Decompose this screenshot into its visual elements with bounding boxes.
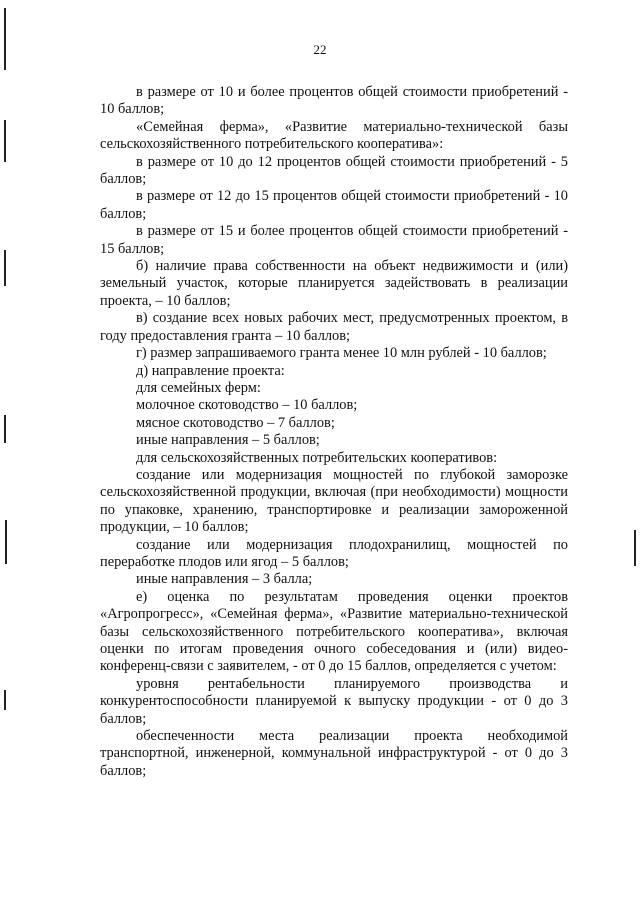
paragraph: в размере от 10 до 12 процентов общей стоимости приобретений - 5 баллов; bbox=[100, 153, 568, 188]
paragraph: «Семейная ферма», «Развитие материально-технической базы сельскохозяйственного потребительского кооператива»: bbox=[100, 118, 568, 153]
paragraph: иные направления – 5 баллов; bbox=[136, 432, 320, 449]
scan-edge-mark bbox=[4, 415, 6, 443]
scan-edge-mark bbox=[4, 8, 6, 70]
page-number: 22 bbox=[313, 42, 327, 57]
paragraph: в) создание всех новых рабочих мест, предусмотренных проектом, в году предоставления гранта – 10 баллов; bbox=[100, 310, 568, 344]
paragraph: молочное скотоводство – 10 баллов; bbox=[136, 397, 358, 414]
scan-edge-mark bbox=[5, 520, 7, 564]
paragraph: создание или модернизация мощностей по глубокой заморозке сельскохозяйственной продукции, включая (при необходимости) мощности по упаковке, хранению, транспортировке и реализации замороженной продукции, – 10 баллов; bbox=[100, 466, 568, 536]
scan-edge-mark bbox=[4, 250, 6, 286]
scan-edge-mark bbox=[4, 120, 6, 162]
paragraph: в размере от 12 до 15 процентов общей стоимости приобретений - 10 баллов; bbox=[100, 188, 568, 222]
scan-edge-mark bbox=[634, 530, 636, 566]
paragraph: в размере от 10 и более процентов общей стоимости приобретений - 10 баллов; bbox=[100, 84, 568, 118]
paragraph: создание или модернизация плодохранилищ, мощностей по переработке плодов или ягод – 5 баллов; bbox=[100, 536, 568, 570]
paragraph: г) размер запрашиваемого гранта менее 10 млн рублей - 10 баллов; bbox=[136, 345, 547, 362]
paragraph: б) наличие права собственности на объект недвижимости и (или) земельный участок, которые планируется задействовать в реализации проекта, – 10 баллов; bbox=[100, 258, 568, 309]
paragraph: иные направления – 3 балла; bbox=[136, 571, 313, 588]
paragraph: в размере от 15 и более процентов общей стоимости приобретений - 15 баллов; bbox=[100, 223, 568, 257]
paragraph: е) оценка по результатам проведения оценки проектов «Агропрогресс», «Семейная ферма», «Развитие материально-технической базы сельскохозяйственного потребительского кооператива», включая оценки по итогам проведения очного собеседования и (или) видео-конференц-связи с заявителем, - от 0 до 15 баллов, определяется с учетом: bbox=[100, 588, 568, 675]
paragraph: д) направление проекта: bbox=[136, 362, 285, 379]
paragraph: мясное скотоводство – 7 баллов; bbox=[136, 414, 335, 431]
scan-edge-mark bbox=[4, 690, 6, 710]
document-body bbox=[100, 84, 568, 780]
paragraph: для семейных ферм: bbox=[136, 379, 261, 396]
paragraph: уровня рентабельности планируемого производства и конкурентоспособности планируемой к выпуску продукции - от 0 до 3 баллов; bbox=[100, 675, 568, 727]
paragraph: для сельскохозяйственных потребительских кооперативов: bbox=[136, 449, 498, 466]
paragraph: обеспеченности места реализации проекта необходимой транспортной, инженерной, коммунальной инфраструктурой - от 0 до 3 баллов; bbox=[100, 728, 568, 779]
